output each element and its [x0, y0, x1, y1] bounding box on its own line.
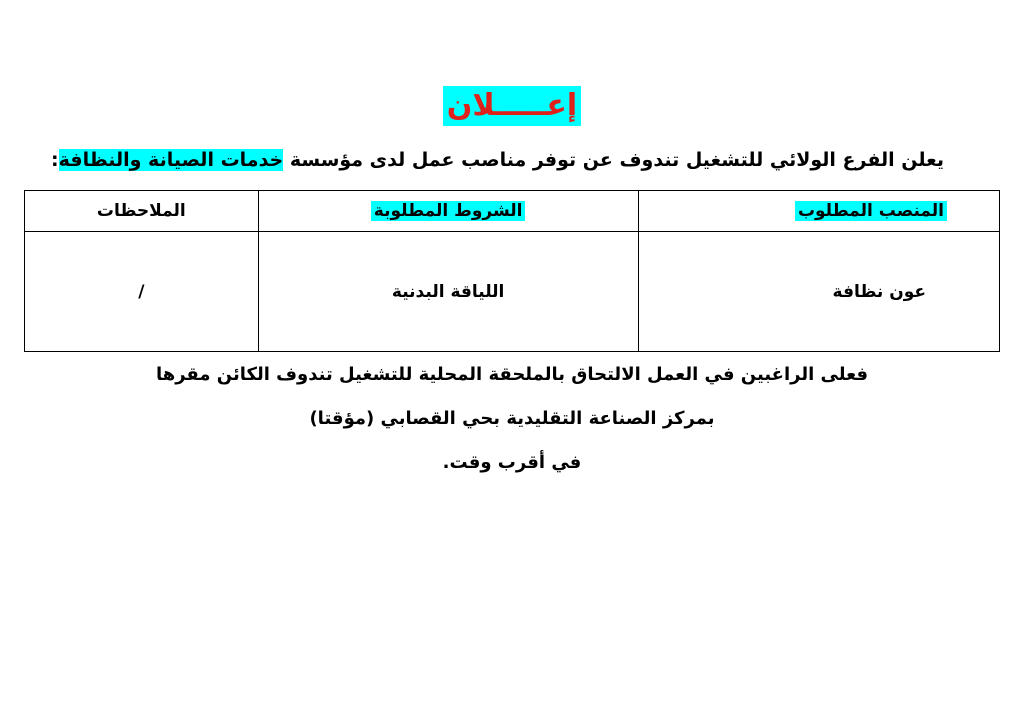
footer-line-3: في أقرب وقت. — [442, 452, 582, 473]
cell-notes — [25, 232, 259, 352]
header-notes-label: الملاحظات — [96, 201, 186, 221]
jobs-table — [24, 190, 1000, 352]
title-container — [0, 86, 1024, 126]
header-notes — [25, 191, 259, 232]
cell-conditions — [258, 232, 638, 352]
header-position — [638, 191, 999, 232]
intro-prefix: يعلن الفرع الولائي للتشغيل تندوف عن توفر مناصب عمل لدى مؤسسة — [283, 149, 944, 171]
cell-notes-value: / — [138, 281, 145, 302]
announcement-title: إعـــــلان — [443, 86, 581, 126]
header-conditions-label: الشروط المطلوبة — [371, 201, 526, 221]
intro-paragraph — [51, 140, 944, 180]
footer-line-2: بمركز الصناعة التقليدية بحي القصابي (مؤقتا) — [309, 408, 715, 429]
cell-position — [638, 232, 999, 352]
table-row — [25, 232, 1000, 352]
table-header-row — [25, 191, 1000, 232]
intro-highlight: خدمات الصيانة والنظافة — [58, 149, 284, 171]
intro-suffix: : — [51, 149, 59, 171]
header-conditions — [258, 191, 638, 232]
cell-conditions-value: اللياقة البدنية — [391, 281, 505, 302]
cell-position-value: عون نظافة — [832, 281, 926, 302]
footer-line-1: فعلى الراغبين في العمل الالتحاق بالملحقة المحلية للتشغيل تندوف الكائن مقرها — [155, 364, 869, 385]
header-position-label: المنصب المطلوب — [795, 201, 947, 221]
